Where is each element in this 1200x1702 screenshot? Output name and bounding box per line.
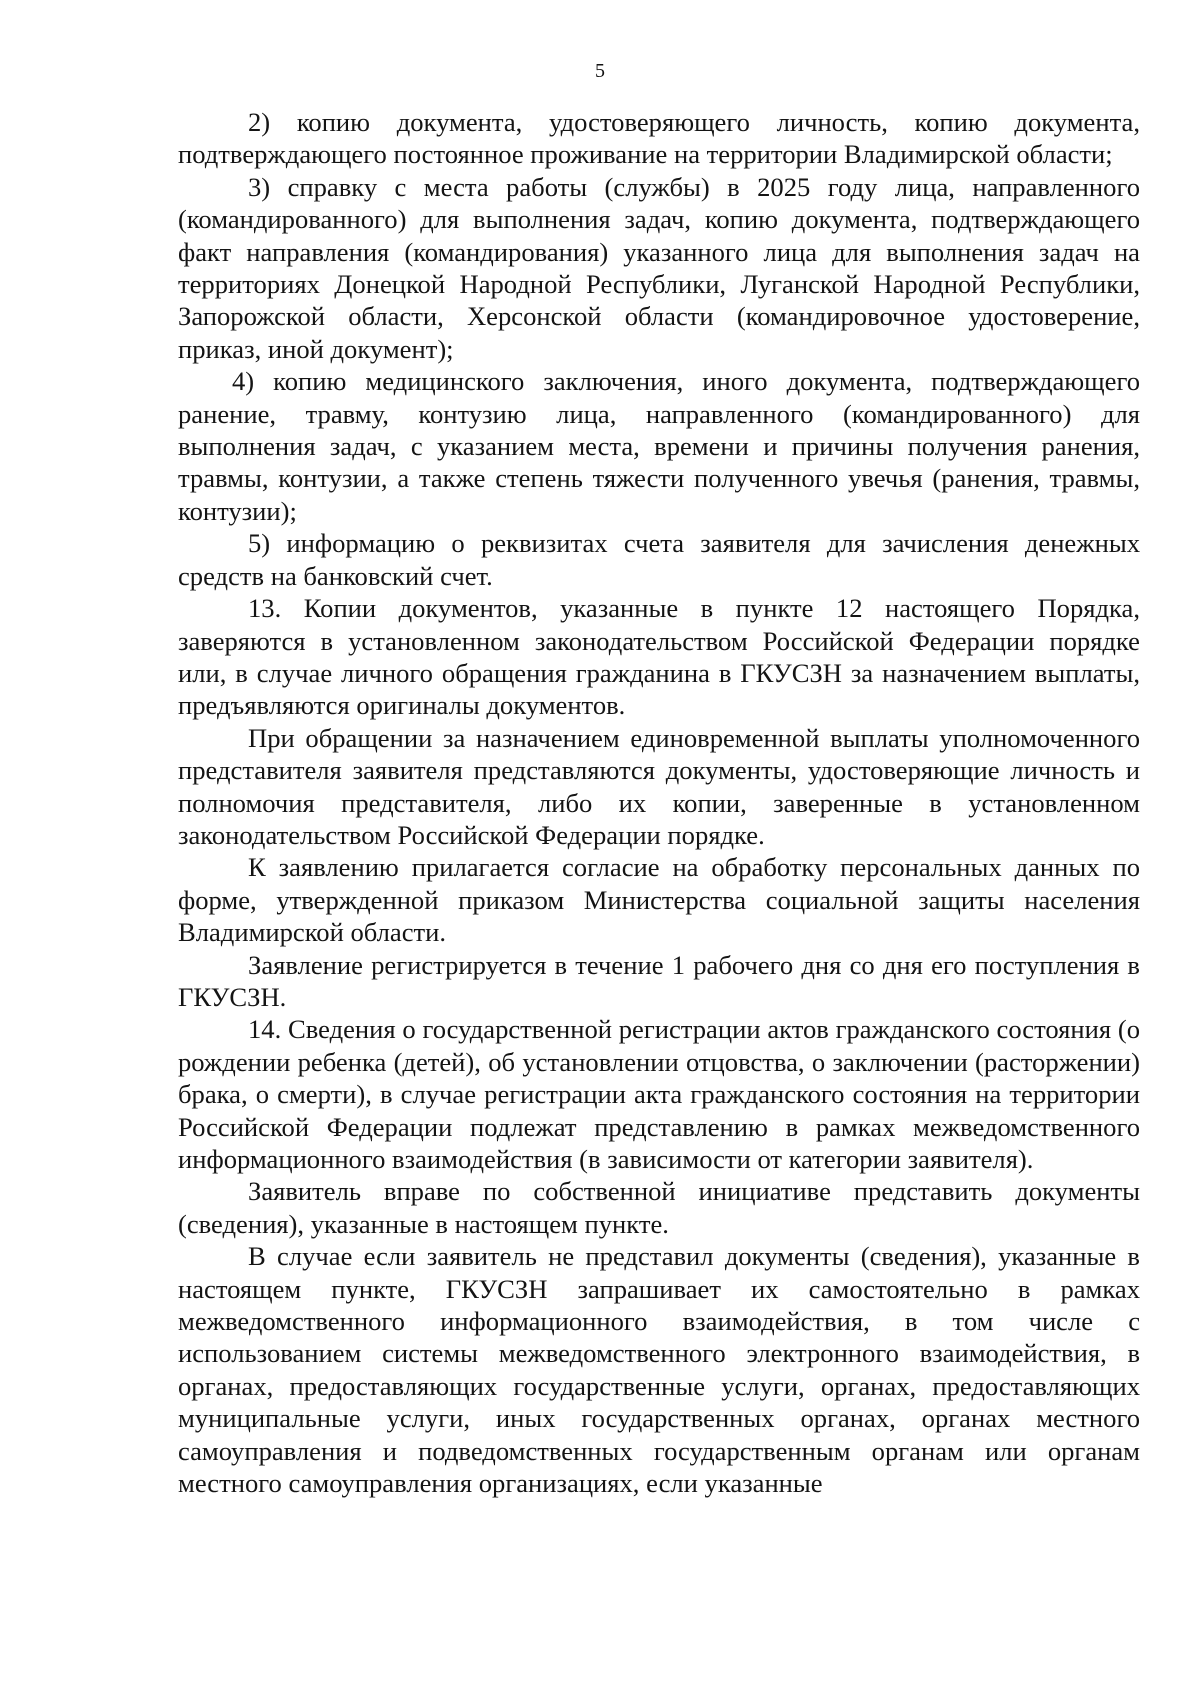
paragraph-item-5: 5) информацию о реквизитах счета заявителя для зачисления денежных средств на банковский счет. [178,528,1140,591]
paragraph-clause-14: 14. Сведения о государственной регистрации актов гражданского состояния (о рождении ребенка (детей), об установлении отцовства, о заключении (расторжении) брака, о смерти), в случае регистрации акта гражданского состояния на территории Российской Федерации подлежат представлению в рамках межведомственного информационного взаимодействия (в зависимости от категории заявителя). [178,1014,1140,1174]
paragraph-clause-13: 13. Копии документов, указанные в пункте 12 настоящего Порядка, заверяются в установленном законодательством Российской Федерации порядке или, в случае личного обращения гражданина в ГКУСЗН за назначением выплаты, предъявляются оригиналы документов. [178,593,1140,721]
paragraph-applicant-right: Заявитель вправе по собственной инициативе представить документы (сведения), указанные в настоящем пункте. [178,1176,1140,1239]
paragraph-consent: К заявлению прилагается согласие на обработку персональных данных по форме, утвержденной приказом Министерства социальной защиты населения Владимирской области. [178,852,1140,948]
paragraph-item-3: 3) справку с места работы (службы) в 2025 году лица, направленного (командированного) для выполнения задач, копию документа, подтверждающего факт направления (командирования) указанного лица для выполнения задач на территориях Донецкой Народной Республики, Луганской Народной Республики, Запорожской области, Херсонской области (командировочное удостоверение, приказ, иной документ); [178,171,1140,364]
paragraph-item-2: 2) копию документа, удостоверяющего личность, копию документа, подтверждающего постоянное проживание на территории Владимирской области; [178,107,1140,170]
paragraph-registration: Заявление регистрируется в течение 1 рабочего дня со дня его поступления в ГКУСЗН. [178,949,1140,1012]
paragraph-interagency-request: В случае если заявитель не представил документы (сведения), указанные в настоящем пункте, ГКУСЗН запрашивает их самостоятельно в рамках межведомственного информационного взаимодействия, в том числе с использованием системы межведомственного электронного взаимодействия, в органах, предоставляющих государственные услуги, органах, предоставляющих муниципальные услуги, иных государственных органах, органах местного самоуправления и подведомственных государственным органам или органам местного самоуправления организациях, если указанные [178,1241,1140,1499]
paragraph-item-4: 4) копию медицинского заключения, иного документа, подтверждающего ранение, травму, контузию лица, направленного (командированного) для выполнения задач, с указанием места, времени и причины получения ранения, травмы, контузии, а также степень тяжести полученного увечья (ранения, травмы, контузии); [178,366,1140,526]
paragraph-representative: При обращении за назначением единовременной выплаты уполномоченного представителя заявителя представляются документы, удостоверяющие личность и полномочия представителя, либо их копии, заверенные в установленном законодательством Российской Федерации порядке. [178,722,1140,850]
page-number: 5 [595,60,605,82]
document-body [178,106,1140,1499]
